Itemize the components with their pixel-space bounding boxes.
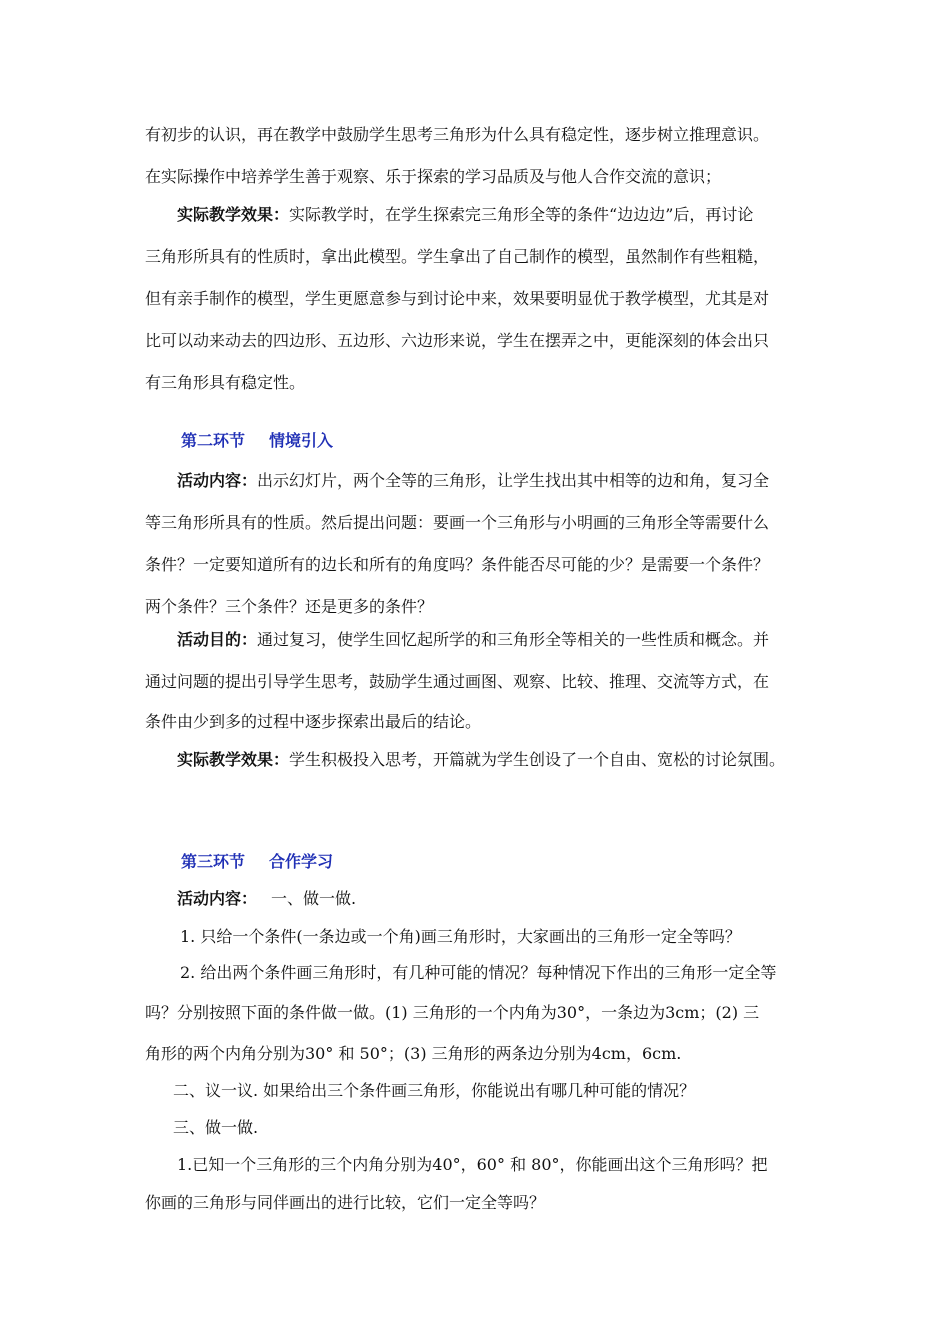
paragraph-text: 一、做一做. [271,889,357,908]
paragraph-text: 学生积极投入思考，开篇就为学生创设了一个自由、宽松的讨论氛围。 [289,750,786,769]
paragraph-line: 有初步的认识，再在教学中鼓励学生思考三角形为什么具有稳定性，逐步树立推理意识。 [145,125,770,144]
section-title: 合作学习 [269,852,334,871]
paragraph-line: 角形的两个内角分别为30° 和 50°；(3) 三角形的两条边分别为4cm，6cm. [145,1044,682,1063]
paragraph-text: 实际教学时，在学生探索完三角形全等的条件“边边边”后，再讨论 [289,205,754,224]
paragraph-line: 二、议一议. 如果给出三个条件画三角形，你能说出有哪几种可能的情况？ [173,1081,696,1100]
paragraph-line [177,629,769,651]
effect-label: 实际教学效果： [177,205,290,224]
paragraph-line: 三角形所具有的性质时，拿出此模型。学生拿出了自己制作的模型，虽然制作有些粗糙， [145,247,770,266]
paragraph-text: 出示幻灯片，两个全等的三角形，让学生找出其中相等的边和角，复习全 [257,471,770,490]
paragraph-line [177,204,753,226]
paragraph-line: 等三角形所具有的性质。然后提出问题：要画一个三角形与小明画的三角形全等需要什么 [145,513,770,532]
activity-label: 活动内容： [177,471,258,490]
aim-label: 活动目的： [177,630,258,649]
section-heading [181,430,333,452]
paragraph-line: 有三角形具有稳定性。 [145,373,306,392]
paragraph-line: 但有亲手制作的模型，学生更愿意参与到讨论中来，效果要明显优于教学模型，尤其是对 [145,289,770,308]
paragraph-line: 条件？一定要知道所有的边长和所有的角度吗？条件能否尽可能的少？是需要一个条件？ [145,555,770,574]
paragraph-line [177,749,785,771]
paragraph-line: 你画的三角形与同伴画出的进行比较，它们一定全等吗？ [145,1193,546,1212]
paragraph-line: 两个条件？三个条件？还是更多的条件？ [145,597,434,616]
list-item: 1. 只给一个条件(一条边或一个角)画三角形时，大家画出的三角形一定全等吗？ [180,927,741,946]
section-title: 情境引入 [269,431,334,450]
activity-label: 活动内容： [177,889,258,908]
section-number: 第二环节 [181,431,246,450]
list-item: 1.已知一个三角形的三个内角分别为40°，60° 和 80°，你能画出这个三角形吗？把 [177,1155,768,1174]
paragraph-line: 比可以动来动去的四边形、五边形、六边形来说，学生在摆弄之中，更能深刻的体会出只 [145,331,770,350]
paragraph-line: 在实际操作中培养学生善于观察、乐于探索的学习品质及与他人合作交流的意识； [145,167,722,186]
list-item: 2. 给出两个条件画三角形时，有几种可能的情况？每种情况下作出的三角形一定全等 [180,963,777,982]
paragraph-line: 三、做一做. [173,1118,259,1137]
paragraph-line [177,888,356,910]
paragraph-line [177,470,769,492]
section-number: 第三环节 [181,852,246,871]
section-heading [181,851,333,873]
paragraph-line: 条件由少到多的过程中逐步探索出最后的结论。 [145,712,482,731]
paragraph-line: 吗？分别按照下面的条件做一做。(1) 三角形的一个内角为30°，一条边为3cm；(2) 三 [145,1003,760,1022]
paragraph-text: 通过复习，使学生回忆起所学的和三角形全等相关的一些性质和概念。并 [257,630,770,649]
paragraph-line: 通过问题的提出引导学生思考，鼓励学生通过画图、观察、比较、推理、交流等方式，在 [145,672,770,691]
effect-label: 实际教学效果： [177,750,290,769]
